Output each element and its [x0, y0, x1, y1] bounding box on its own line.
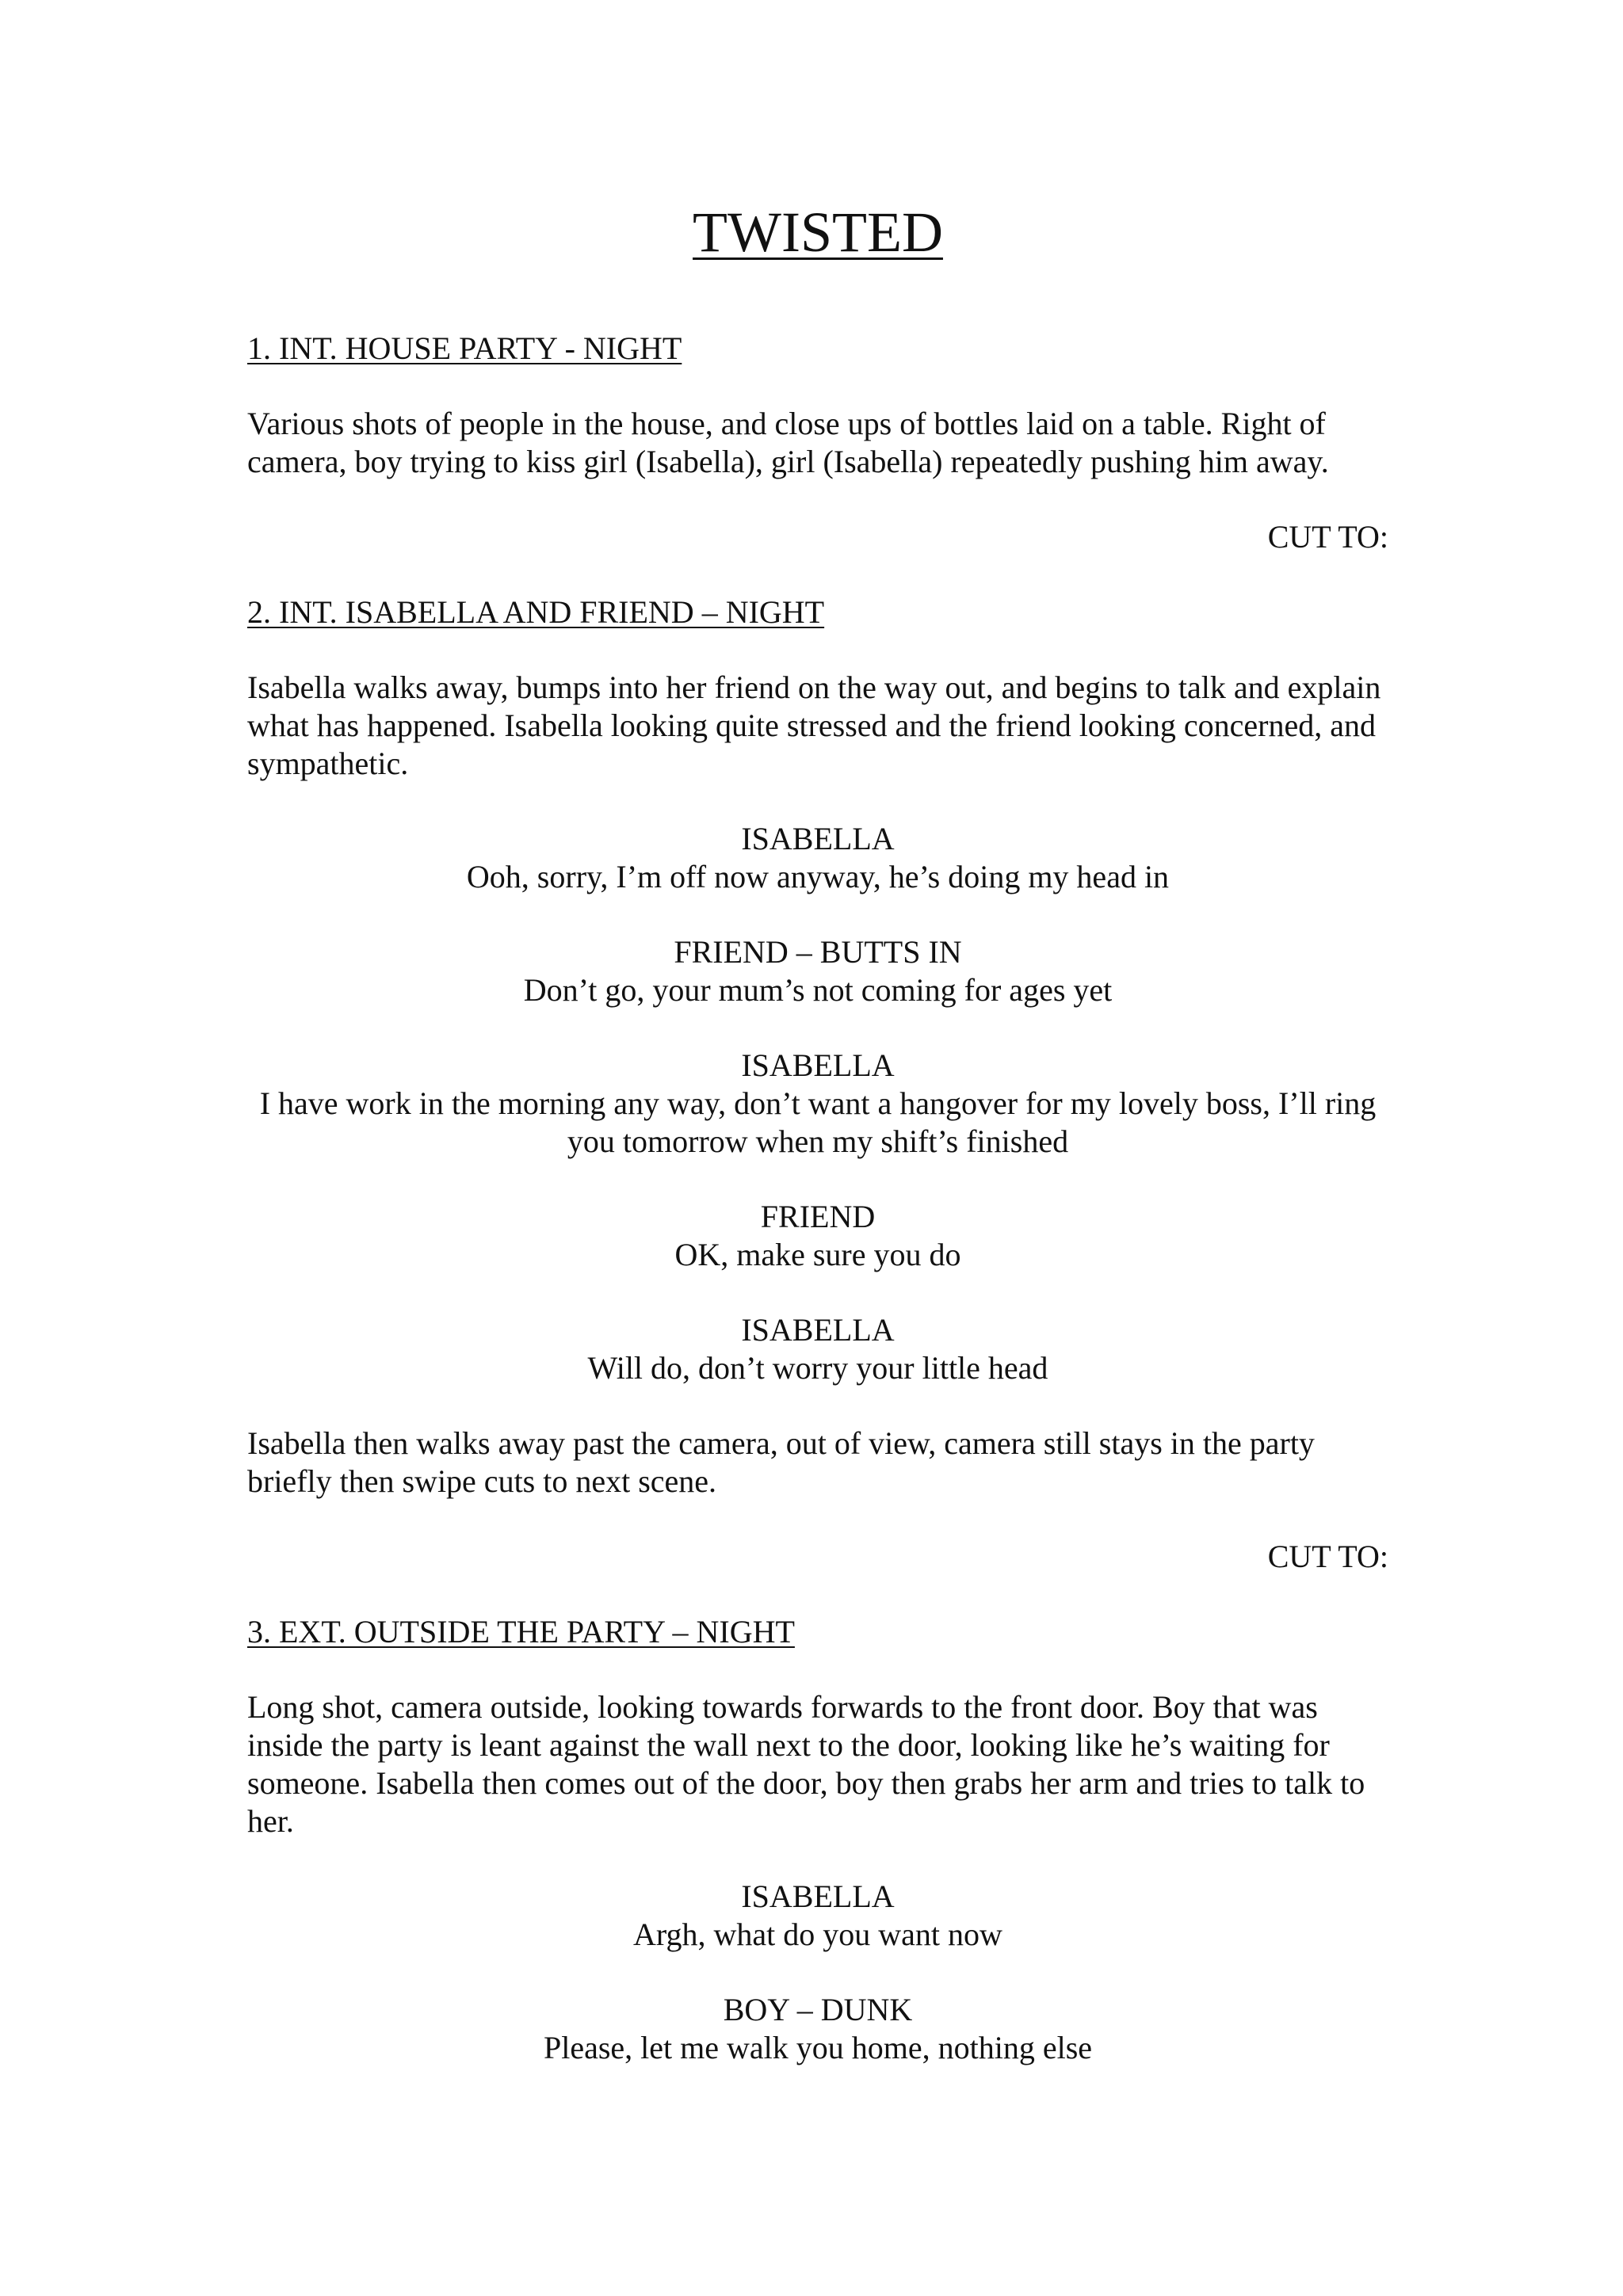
character-name: BOY – DUNK [723, 1992, 913, 2027]
dialogue-block [247, 1878, 1388, 1954]
scene-heading: 3. EXT. OUTSIDE THE PARTY – NIGHT [247, 1614, 795, 1650]
dialogue-block [247, 1311, 1388, 1387]
transition: CUT TO: [1267, 1539, 1388, 1574]
script-page [247, 198, 1388, 2104]
dialogue-line: Don’t go, your mum’s not coming for ages yet [523, 972, 1113, 1008]
dialogue-line: Argh, what do you want now [633, 1917, 1002, 1952]
dialogue-block [247, 1198, 1388, 1274]
character-name: FRIEND – BUTTS IN [674, 934, 962, 970]
dialogue-line: Will do, don’t worry your little head [587, 1350, 1048, 1386]
scene-2 [247, 593, 1388, 1576]
dialogue-line: Ooh, sorry, I’m off now anyway, he’s doing my head in [466, 859, 1170, 894]
scene-3 [247, 1613, 1388, 2067]
character-name: FRIEND [760, 1199, 876, 1234]
action-paragraph: Long shot, camera outside, looking towards forwards to the front door. Boy that was inside the party is leant against the wall next to the door, looking like he’s waiting for someone. Isabella then comes out of the door, boy then grabs her arm and tries to talk to her. [247, 1689, 1365, 1839]
dialogue-line: OK, make sure you do [674, 1237, 961, 1272]
character-name: ISABELLA [741, 1047, 895, 1083]
scene-heading: 1. INT. HOUSE PARTY - NIGHT [247, 330, 682, 366]
action-paragraph: Isabella walks away, bumps into her friend on the way out, and begins to talk and explain what has happened. Isabella looking quite stressed and the friend looking concerned, and sympathetic. [247, 669, 1381, 781]
scene-1 [247, 330, 1388, 556]
action-paragraph: Various shots of people in the house, and close ups of bottles laid on a table. Right of camera, boy trying to kiss girl (Isabella), girl (Isabella) repeatedly pushing him away. [247, 406, 1329, 479]
scene-heading: 2. INT. ISABELLA AND FRIEND – NIGHT [247, 594, 825, 630]
dialogue-line: I have work in the morning any way, don’t want a hangover for my lovely boss, I’ll ring you tomorrow when my shift’s finished [259, 1085, 1377, 1159]
transition: CUT TO: [1267, 519, 1388, 555]
dialogue-line: Please, let me walk you home, nothing else [543, 2030, 1093, 2065]
character-name: ISABELLA [741, 821, 895, 856]
dialogue-block [247, 933, 1388, 1009]
dialogue-block [247, 820, 1388, 896]
dialogue-block [247, 1047, 1388, 1161]
dialogue-block [247, 1991, 1388, 2067]
script-title: TWISTED [693, 200, 943, 264]
action-paragraph: Isabella then walks away past the camera, out of view, camera still stays in the party briefly then swipe cuts to next scene. [247, 1425, 1315, 1499]
character-name: ISABELLA [741, 1312, 895, 1348]
character-name: ISABELLA [741, 1878, 895, 1914]
